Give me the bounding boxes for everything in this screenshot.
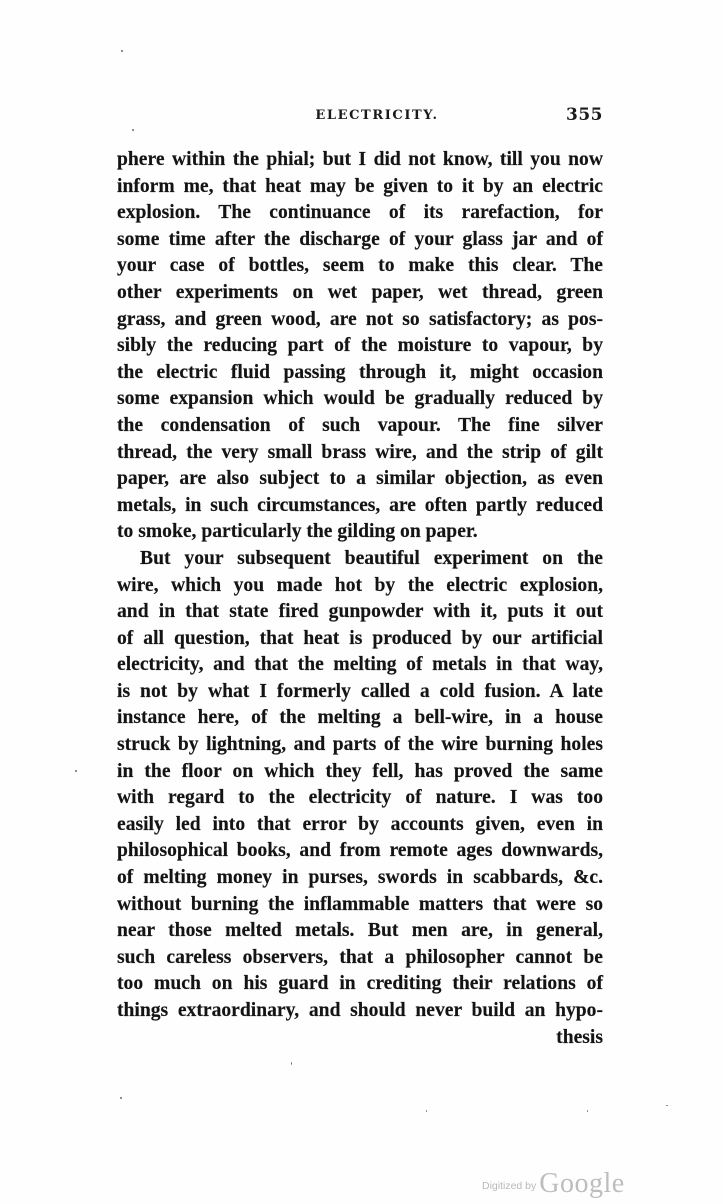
google-logo: Google <box>539 1168 625 1199</box>
text-line: too much on his guard in crediting their relations of <box>117 973 603 995</box>
text-line: in the floor on which they fell, has proved the same <box>117 760 603 782</box>
text-line: is not by what I formerly called a cold fusion. A late <box>117 680 603 702</box>
body-text <box>117 147 603 1051</box>
text-line: metals, in such circumstances, are often partly reduced <box>117 494 603 516</box>
running-head <box>117 106 603 128</box>
text-line: without burning the inflammable matters that were so <box>117 893 603 915</box>
text-line: and in that state fired gunpowder with it, puts it out <box>117 601 603 623</box>
text-line: phere within the phial; but I did not know, till you now <box>117 149 603 170</box>
text-line: some time after the discharge of your glass jar and of <box>117 228 603 250</box>
scan-speck <box>121 50 123 52</box>
scan-speck <box>120 1097 122 1099</box>
text-line: struck by lightning, and parts of the wire burning holes <box>117 734 603 756</box>
text-line: some expansion which would be gradually reduced by <box>117 388 603 410</box>
text-line: inform me, that heat may be given to it by an electric <box>117 175 603 197</box>
paragraph-last-line: to smoke, particularly the gilding on paper. <box>117 521 478 543</box>
text-line: near those melted metals. But men are, in general, <box>117 920 603 942</box>
text-line: explosion. The continuance of its rarefaction, for <box>117 202 603 224</box>
scan-speck <box>132 129 134 131</box>
text-line: your case of bottles, seem to make this clear. The <box>117 255 603 277</box>
text-line: instance here, of the melting a bell-wire, in a house <box>117 707 603 729</box>
scan-speck <box>426 1110 427 1112</box>
text-line: electricity, and that the melting of metals in that way, <box>117 654 603 676</box>
text-line: the electric fluid passing through it, might occasion <box>117 361 603 383</box>
text-line: other experiments on wet paper, wet thread, green <box>117 281 603 303</box>
text-line: wire, which you made hot by the electric explosion, <box>117 574 603 596</box>
text-line: such careless observers, that a philosopher cannot be <box>117 946 603 968</box>
text-line: with regard to the electricity of nature. I was too <box>117 787 603 809</box>
running-title: ELECTRICITY. <box>315 108 439 123</box>
text-line: things extraordinary, and should never build an hypo- <box>117 1000 603 1021</box>
text-line: sibly the reducing part of the moisture to vapour, by <box>117 335 603 357</box>
text-line: of melting money in purses, swords in scabbards, &c. <box>117 867 603 889</box>
watermark-prefix: Digitized by <box>482 1180 537 1192</box>
text-line: of all question, that heat is produced by our artificial <box>117 627 603 649</box>
text-line: thread, the very small brass wire, and the strip of gilt <box>117 441 603 463</box>
google-watermark <box>482 1168 625 1200</box>
text-line: philosophical books, and from remote ages downwards, <box>117 840 603 862</box>
scan-speck <box>75 770 77 772</box>
scan-speck <box>587 1110 588 1112</box>
page-number: 355 <box>566 105 603 125</box>
catchword: thesis <box>556 1026 603 1048</box>
text-line: the condensation of such vapour. The fine silver <box>117 414 603 436</box>
text-line: paper, are also subject to a similar objection, as even <box>117 468 603 490</box>
scan-speck <box>291 1062 292 1065</box>
text-line: grass, and green wood, are not so satisfactory; as pos- <box>117 308 603 330</box>
paragraph-first-line: But your subsequent beautiful experiment on the <box>140 547 603 569</box>
text-line: easily led into that error by accounts given, even in <box>117 813 603 835</box>
scan-speck <box>666 1105 668 1106</box>
